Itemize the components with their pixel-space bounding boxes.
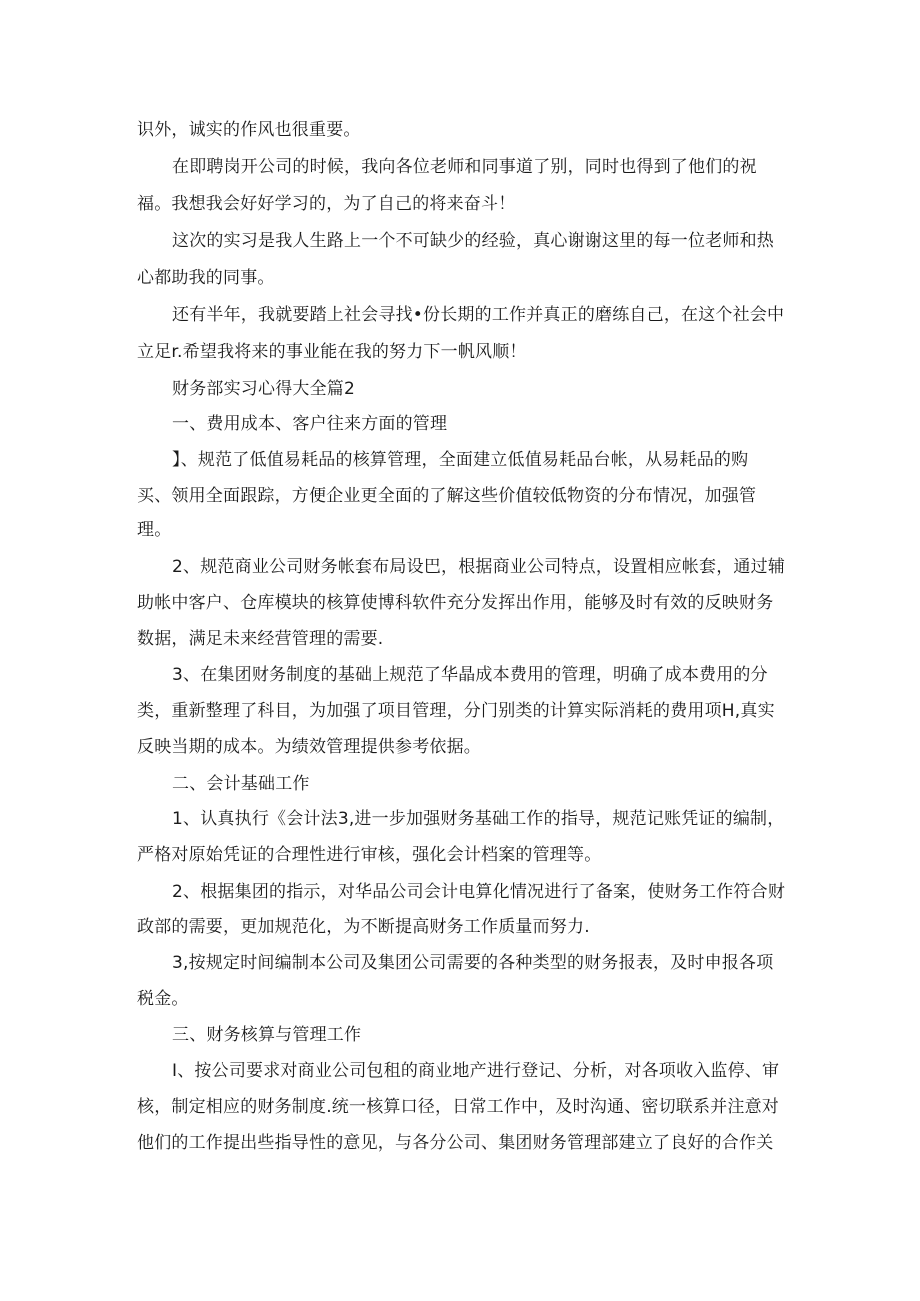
text-line: 还有半年，我就要踏上社会寻找•份长期的工作并真正的磨练自己，在这个社会中 bbox=[172, 305, 785, 325]
text-line: 福。我想我会好好学习的，为了自己的将来奋斗！ bbox=[137, 194, 516, 214]
section-heading: 一、费用成本、客户往来方面的管理 bbox=[172, 414, 448, 434]
text-line: 3,按规定时间编制本公司及集团公司需要的各种类型的财务报表，及时申报各项 bbox=[172, 953, 774, 973]
text-line: 反映当期的成本。为绩效管理提供参考依据。 bbox=[137, 737, 481, 757]
section-heading: 财务部实习心得大全篇2 bbox=[172, 379, 356, 399]
text-line: 这次的实习是我人生路上一个不可缺少的经验，真心谢谢这里的每一位老师和热 bbox=[172, 231, 774, 251]
section-heading: 二、会计基础工作 bbox=[172, 774, 310, 794]
text-line: 3、在集团财务制度的基础上规范了华晶成本费用的管理，明确了成本费用的分 bbox=[172, 665, 768, 685]
text-line: 数据，满足未来经营管理的需要. bbox=[137, 629, 384, 649]
text-line: 心都助我的同事。 bbox=[137, 268, 275, 288]
text-line: 严格对原始凭证的合理性进行审核，强化会计档案的管理等。 bbox=[137, 845, 602, 865]
text-line: 2、根据集团的指示，对华品公司会计电算化情况进行了备案，使财务工作符合财 bbox=[172, 882, 786, 902]
text-line: 识外，诚实的作风也很重要。 bbox=[137, 120, 361, 140]
section-heading: 三、财务核算与管理工作 bbox=[172, 1025, 362, 1045]
text-line: 在即聘岗开公司的时候，我向各位老师和同事道了别，同时也得到了他们的祝 bbox=[172, 157, 757, 177]
text-line: 】、规范了低值易耗品的核算管理，全面建立低值易耗品台帐，从易耗品的购 bbox=[172, 450, 749, 470]
text-line: 政部的需要，更加规范化，为不断提高财务工作质量而努力. bbox=[137, 917, 590, 937]
text-line: I、按公司要求对商业公司包租的商业地产进行登记、分析，对各项收入监停、审 bbox=[172, 1061, 780, 1081]
text-line: 理。 bbox=[137, 520, 172, 540]
text-line: 买、领用全面跟踪，方便企业更全面的了解这些价值较低物资的分布情况，加强管 bbox=[137, 486, 757, 506]
text-line: 2、规范商业公司财务帐套布局设巴，根据商业公司特点，设置相应帐套，通过辅 bbox=[172, 557, 786, 577]
text-line: 立足r.希望我将来的事业能在我的努力下一帆风顺！ bbox=[137, 342, 527, 362]
text-line: 核，制定相应的财务制度.统一核算口径，日常工作中，及时沟通、密切联系并注意对 bbox=[137, 1097, 780, 1117]
text-line: 他们的工作提出些指导性的意见，与各分公司、集团财务管理部建立了良好的合作关 bbox=[137, 1133, 774, 1153]
text-line: 税金。 bbox=[137, 989, 189, 1009]
text-line: 类，重新整理了科目，为加强了项目管理，分门别类的计算实际消耗的费用项H,真实 bbox=[137, 701, 775, 721]
text-line: 1、认真执行《会计法3,进一步加强财务基础工作的指导，规范记账凭证的编制， bbox=[172, 809, 785, 829]
text-line: 助帐中客户、仓库模块的核算使博科软件充分发挥出作用，能够及时有效的反映财务 bbox=[137, 593, 774, 613]
